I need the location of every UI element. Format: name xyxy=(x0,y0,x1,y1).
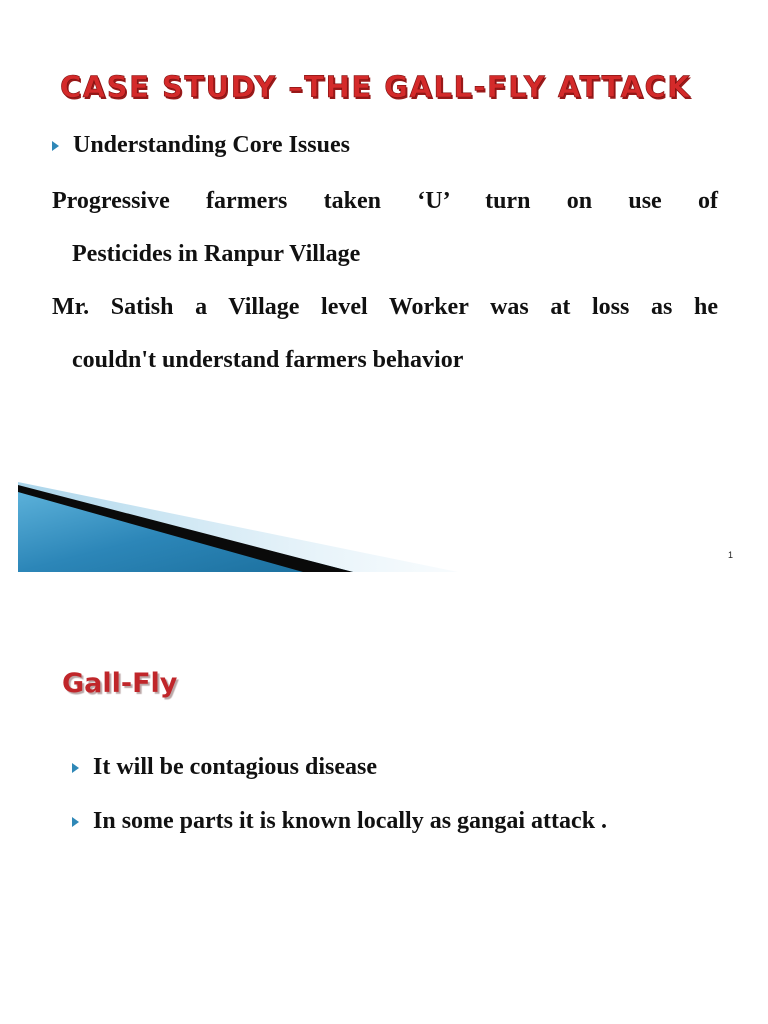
bullet-text: In some parts it is known locally as gangai attack . xyxy=(93,808,608,834)
decorative-swoosh xyxy=(18,482,458,574)
bullet-understanding-core-issues xyxy=(52,132,350,159)
slide-2-title: Gall-Fly xyxy=(62,668,178,699)
triangle-bullet-icon xyxy=(52,141,59,151)
slide-1-title: CASE STUDY –THE GALL-FLY ATTACK xyxy=(60,70,692,104)
paragraph-progressive-farmers xyxy=(52,175,718,281)
paragraph-first-line: Mr. Satish a Village level Worker was at loss as he xyxy=(52,294,718,320)
triangle-bullet-icon xyxy=(72,817,79,827)
bullet-text: It will be contagious disease xyxy=(93,754,378,780)
paragraph-first-line: Progressive farmers taken ‘U’ turn on use of xyxy=(52,188,718,214)
page-number: 1 xyxy=(728,550,734,560)
paragraph-continuation: Pesticides in Ranpur Village xyxy=(72,241,361,267)
slide-2 xyxy=(0,576,768,1024)
triangle-bullet-icon xyxy=(72,763,79,773)
paragraph-mr-satish xyxy=(52,281,718,387)
paragraph-continuation: couldn't understand farmers behavior xyxy=(72,347,464,373)
bullet-gangai-attack xyxy=(72,808,607,835)
bullet-contagious-disease xyxy=(72,754,377,781)
bullet-text: Understanding Core Issues xyxy=(73,132,350,158)
